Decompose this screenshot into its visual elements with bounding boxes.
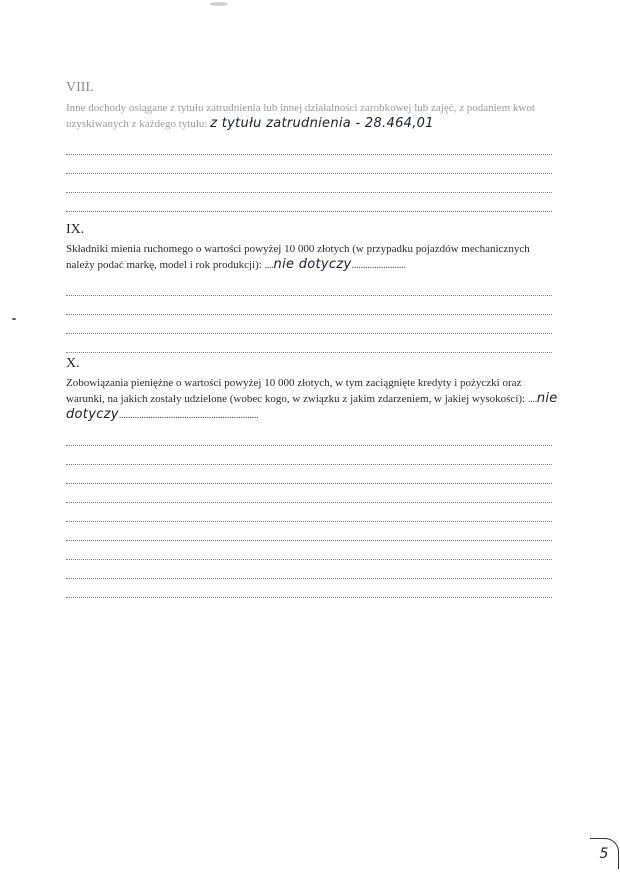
handwritten-answer: nie dotyczy xyxy=(273,257,352,272)
scan-artifact xyxy=(12,318,16,320)
section-viii xyxy=(66,80,558,212)
handwritten-answer: nie dotyczy xyxy=(66,391,558,422)
dotted-line xyxy=(66,193,552,212)
section-number: VIII. xyxy=(66,80,94,95)
section-ix xyxy=(66,222,558,353)
dotted-line xyxy=(66,522,552,541)
answer-lines xyxy=(66,277,558,353)
section-number: X. xyxy=(66,356,80,371)
section-text xyxy=(66,241,558,273)
dotted-line xyxy=(66,296,552,315)
dotted-line xyxy=(66,579,552,598)
dotted-line xyxy=(66,465,552,484)
section-text xyxy=(66,375,558,423)
dotted-line xyxy=(66,541,552,560)
dotted-line xyxy=(66,136,552,155)
dotted-line xyxy=(66,484,552,503)
section-label: Składniki mienia ruchomego o wartości powyżej 10 000 złotych (w przypadku pojazdów mechanicznych należy podać markę, model i rok produkcji): xyxy=(66,243,530,271)
dotted-line xyxy=(66,427,552,446)
dotted-line xyxy=(66,277,552,296)
dotted-line xyxy=(66,446,552,465)
dotted-line xyxy=(66,334,552,353)
dotted-line xyxy=(66,174,552,193)
dotted-line xyxy=(66,315,552,334)
section-number: IX. xyxy=(66,222,85,237)
dotted-fill: .... xyxy=(264,259,274,271)
section-text xyxy=(66,100,558,132)
section-x xyxy=(66,356,558,598)
section-label: Zobowiązania pieniężne o wartości powyżej 10 000 złotych, w tym zaciągnięte kredyty i pożyczki oraz warunki, na jakich zostały udzielone (wobec kogo, w związku z jakim zdarzeniem, w jakiej wysokości): xyxy=(66,377,526,405)
dotted-fill: ........................ xyxy=(351,259,406,271)
scan-artifact xyxy=(210,2,228,6)
dotted-line xyxy=(66,155,552,174)
dotted-line xyxy=(66,503,552,522)
section-label: Inne dochody osiągane z tytułu zatrudnienia lub innej działalności zarobkowej lub zajęć, z podaniem kwot uzyskiwanych z każdego tytułu: xyxy=(66,102,535,130)
answer-lines xyxy=(66,136,558,212)
page-number-mark: 5 xyxy=(590,838,619,869)
dotted-fill: .... xyxy=(527,393,537,405)
dotted-fill: .............................................................. xyxy=(118,409,259,421)
handwritten-answer: z tytułu zatrudnienia - 28.464,01 xyxy=(210,116,434,131)
dotted-line xyxy=(66,560,552,579)
answer-lines xyxy=(66,427,558,598)
